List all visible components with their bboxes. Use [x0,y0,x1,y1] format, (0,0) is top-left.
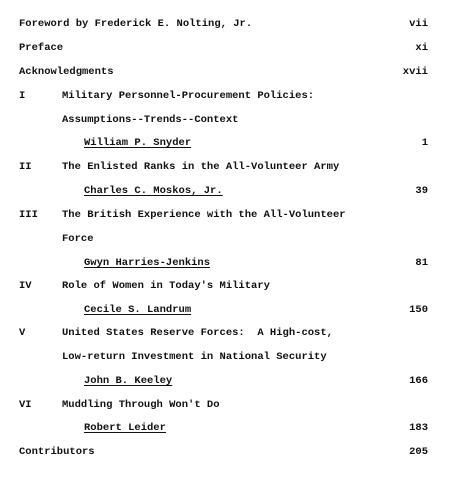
chapter-title-line: United States Reserve Forces: A High-cost, [62,327,333,339]
chapter-number: II [19,161,32,173]
chapter-page: 1 [421,137,428,149]
chapter-author: Robert Leider [84,422,166,434]
chapter-page: 166 [409,375,428,387]
chapter-author: Gwyn Harries-Jenkins [84,257,211,269]
chapter-title-line: The Enlisted Ranks in the All-Volunteer Army [62,161,340,173]
foreword-entry: Foreword by Frederick E. Nolting, Jr. [19,18,253,30]
chapter-title-line: The British Experience with the All-Volunteer [62,209,346,221]
chapter-number: I [19,90,26,102]
chapter-author: Charles C. Moskos, Jr. [84,185,223,197]
chapter-page: 183 [409,422,428,434]
chapter-author: Cecile S. Landrum [84,304,192,316]
chapter-number: III [19,209,38,221]
chapter-page: 81 [415,257,428,269]
chapter-page: 150 [409,304,428,316]
chapter-title-line: Role of Women in Today's Military [62,280,270,292]
chapter-page: 39 [415,185,428,197]
chapter-number: V [19,327,26,339]
chapter-title-line: Assumptions--Trends--Context [62,114,239,126]
foreword-page: vii [409,18,428,30]
acknowledgments-entry: Acknowledgments [19,66,114,78]
chapter-author: William P. Snyder [84,137,192,149]
chapter-title-line: Low-return Investment in National Security [62,351,327,363]
chapter-title-line: Military Personnel-Procurement Policies: [62,90,315,102]
chapter-author: John B. Keeley [84,375,173,387]
contributors-entry: Contributors [19,446,95,458]
chapter-number: IV [19,280,32,292]
preface-page: xi [415,42,428,54]
chapter-title-line: Muddling Through Won't Do [62,399,220,411]
acknowledgments-page: xvii [402,66,428,78]
preface-entry: Preface [19,42,64,54]
contributors-page: 205 [409,446,428,458]
chapter-title-line: Force [62,233,94,245]
chapter-number: VI [19,399,32,411]
